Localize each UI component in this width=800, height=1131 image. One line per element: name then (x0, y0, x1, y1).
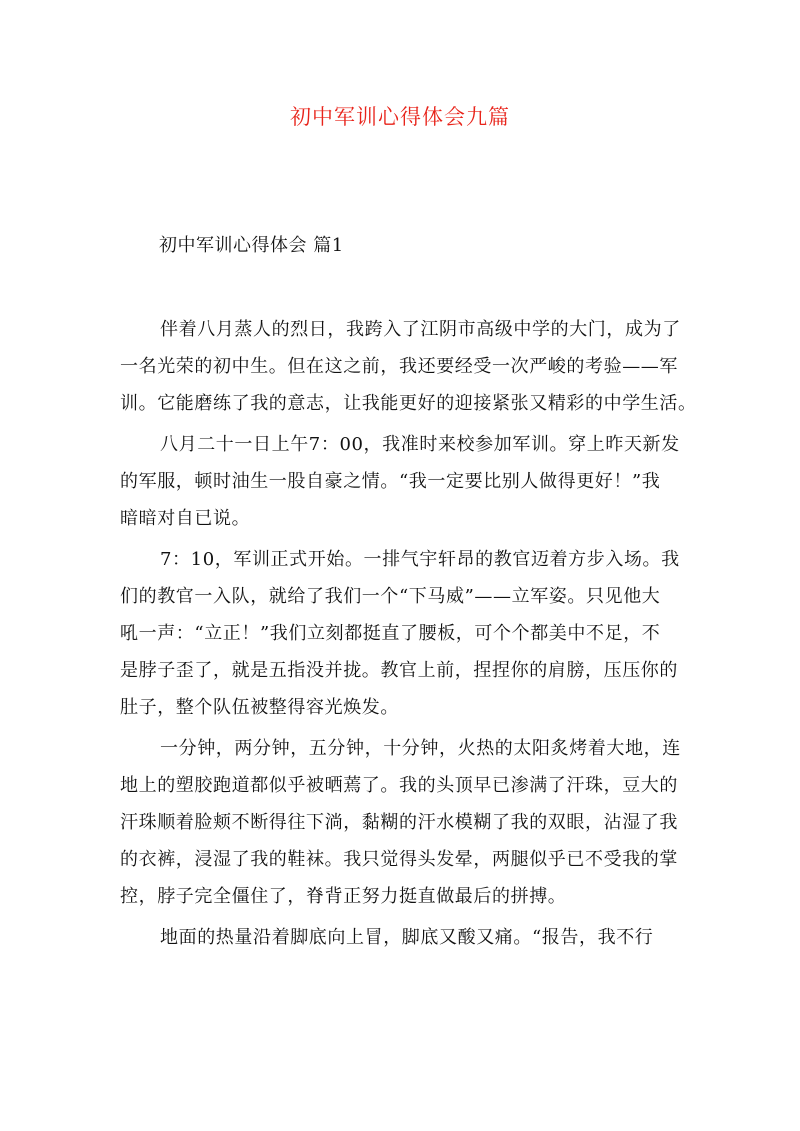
paragraph-line: 汗珠顺着脸颊不断得往下淌，黏糊的汗水模糊了我的双眼，沾湿了我 (120, 812, 678, 833)
paragraph-line: 一分钟，两分钟，五分钟，十分钟，火热的太阳炙烤着大地，连 (160, 738, 681, 759)
paragraph (120, 541, 685, 726)
paragraph-line: 是脖子歪了，就是五指没并拢。教官上前，捏捏你的肩膀，压压你的 (120, 660, 678, 681)
paragraph-line: 一名光荣的初中生。但在这之前，我还要经受一次严峻的考验——军 (120, 356, 678, 377)
document-title: 初中军训心得体会九篇 (290, 105, 510, 129)
paragraph (120, 426, 685, 537)
paragraph-line: 吼一声：“立正！”我们立刻都挺直了腰板，可个个都美中不足，不 (120, 623, 661, 644)
paragraph-line: 训。它能磨练了我的意志，让我能更好的迎接紧张又精彩的中学生活。 (120, 393, 697, 414)
paragraph-line: 的军服，顿时油生一股自豪之情。“我一定要比别人做得更好！”我 (120, 471, 661, 492)
paragraph-line: 伴着八月蒸人的烈日，我跨入了江阴市高级中学的大门，成为了 (160, 319, 681, 340)
paragraph-line: 地面的热量沿着脚底向上冒，脚底又酸又痛。“报告，我不行 (160, 927, 654, 948)
paragraph-line: 地上的塑胶跑道都似乎被晒蔫了。我的头顶早已渗满了汗珠，豆大的 (120, 775, 678, 796)
section-heading: 初中军训心得体会 篇1 (159, 235, 344, 256)
paragraph-line: 暗暗对自已说。 (120, 508, 251, 529)
paragraph-line: 们的教官一入队，就给了我们一个“下马威”——立军姿。只见他大 (120, 586, 661, 607)
paragraph-line: 八月二十一日上午7：00，我准时来校参加军训。穿上昨天新发 (160, 434, 680, 455)
paragraph-line: 控，脖子完全僵住了，脊背正努力挺直做最后的拼搏。 (120, 886, 567, 907)
paragraph-line: 的衣裤，浸湿了我的鞋袜。我只觉得头发晕，两腿似乎已不受我的掌 (120, 849, 678, 870)
paragraph-line: 肚子，整个队伍被整得容光焕发。 (120, 697, 399, 718)
body-text (120, 311, 697, 960)
paragraph-line: 7：10，军训正式开始。一排气宇轩昂的教官迈着方步入场。我 (160, 549, 680, 570)
paragraph (120, 311, 697, 422)
paragraph (120, 919, 685, 956)
paragraph (120, 730, 685, 915)
